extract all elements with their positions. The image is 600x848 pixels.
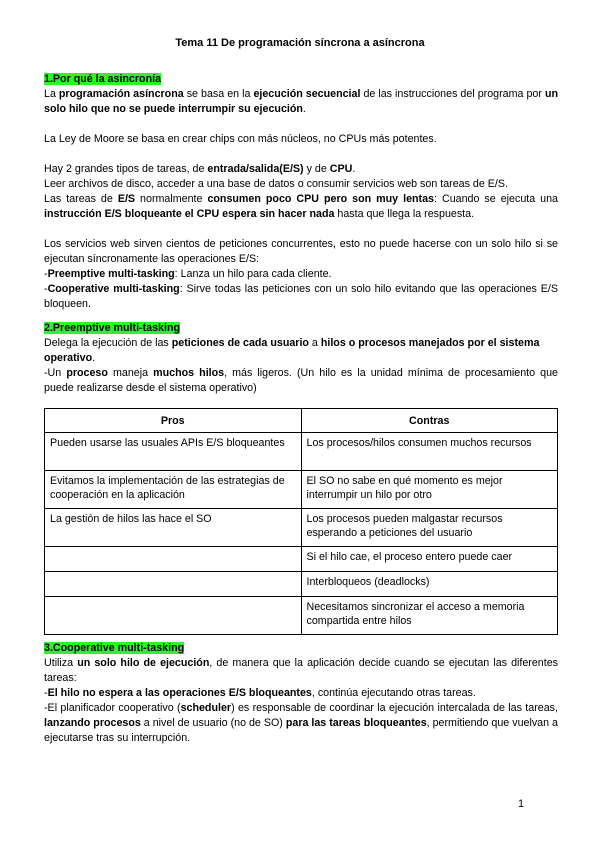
table-cell: Los procesos pueden malgastar recursos esperando a peticiones del usuario (301, 509, 558, 547)
table-row (45, 509, 558, 547)
section-3 (44, 641, 558, 746)
section-2-paragraph-2: -Un proceso maneja muchos hilos, más ligeros. (Un hilo es la unidad mínima de procesamiento que puede realizarse desde el sistema operativo) (44, 367, 558, 394)
section-1-heading: 1.Por qué la asincronía (44, 73, 162, 85)
section-2 (44, 321, 558, 396)
table-header-row (45, 409, 558, 433)
table-cell: El SO no sabe en qué momento es mejor interrumpir un hilo por otro (301, 471, 558, 509)
table-row (45, 433, 558, 471)
table-cell: Necesitamos sincronizar el acceso a memoria compartida entre hilos (301, 597, 558, 635)
table-cell: Pueden usarse las usuales APIs E/S bloqueantes (45, 433, 302, 471)
section-1-paragraph-4: Los servicios web sirven cientos de peticiones concurrentes, esto no puede hacerse con un solo hilo si se ejecutan síncronamente las operaciones E/S: (44, 238, 558, 265)
table-header-contras: Contras (301, 409, 558, 433)
table-cell: Los procesos/hilos consumen muchos recursos (301, 433, 558, 471)
table-cell: Interbloqueos (deadlocks) (301, 572, 558, 597)
section-3-paragraph-2: -El hilo no espera a las operaciones E/S bloqueantes, continúa ejecutando otras tareas. (44, 687, 476, 699)
section-1-paragraph-2: La Ley de Moore se basa en crear chips con más núcleos, no CPUs más potentes. (44, 133, 437, 145)
section-2-paragraph-1: Delega la ejecución de las peticiones de cada usuario a hilos o procesos manejados por el sistema operativo. (44, 337, 540, 364)
section-3-heading: 3.Cooperative multi-tasking (44, 642, 185, 654)
table-row (45, 597, 558, 635)
section-1-paragraph-3c: Las tareas de E/S normalmente consumen poco CPU pero son muy lentas: Cuando se ejecuta una instrucción E/S bloqueante el CPU espera sin hacer nada hasta que llega la respuesta. (44, 193, 559, 220)
table-cell: Si el hilo cae, el proceso entero puede caer (301, 547, 558, 572)
section-1-paragraph-6: -Cooperative multi-tasking: Sirve todas las peticiones con un solo hilo evitando que las operaciones E/S bloqueen. (44, 283, 558, 310)
document-title: Tema 11 De programación síncrona a asíncrona (175, 37, 425, 49)
table-row (45, 572, 558, 597)
page-number: 1 (518, 798, 525, 810)
table-row (45, 547, 558, 572)
section-1-paragraph-3a: Hay 2 grandes tipos de tareas, de entrada/salida(E/S) y de CPU. (44, 163, 356, 175)
section-3-paragraph-3: -El planificador cooperativo (scheduler) es responsable de coordinar la ejecución intercalada de las tareas, lanzando procesos a nivel de usuario (no de SO) para las tareas bloqueantes, permitiendo que vuelvan a ejecutarse tras su interrupción. (44, 702, 558, 744)
table-row (45, 471, 558, 509)
table-cell (45, 597, 302, 635)
table-cell (45, 572, 302, 597)
table-header-pros: Pros (45, 409, 302, 433)
table-cell: Evitamos la implementación de las estrategias de cooperación en la aplicación (45, 471, 302, 509)
section-3-paragraph-1: Utiliza un solo hilo de ejecución, de manera que la aplicación decide cuando se ejecutan las diferentes tareas: (44, 657, 559, 684)
section-2-heading: 2.Preemptive multi-tasking (44, 322, 181, 334)
table-cell (45, 547, 302, 572)
table-cell: La gestión de hilos las hace el SO (45, 509, 302, 547)
section-1-paragraph-5: -Preemptive multi-tasking: Lanza un hilo para cada cliente. (44, 268, 332, 280)
section-1 (44, 72, 558, 312)
section-1-paragraph-3b: Leer archivos de disco, acceder a una base de datos o consumir servicios web son tareas de E/S. (44, 178, 508, 190)
pros-contras-table (44, 408, 558, 635)
section-1-paragraph-1: La programación asíncrona se basa en la ejecución secuencial de las instrucciones del programa por un solo hilo que no se puede interrumpir su ejecución. (44, 88, 558, 115)
